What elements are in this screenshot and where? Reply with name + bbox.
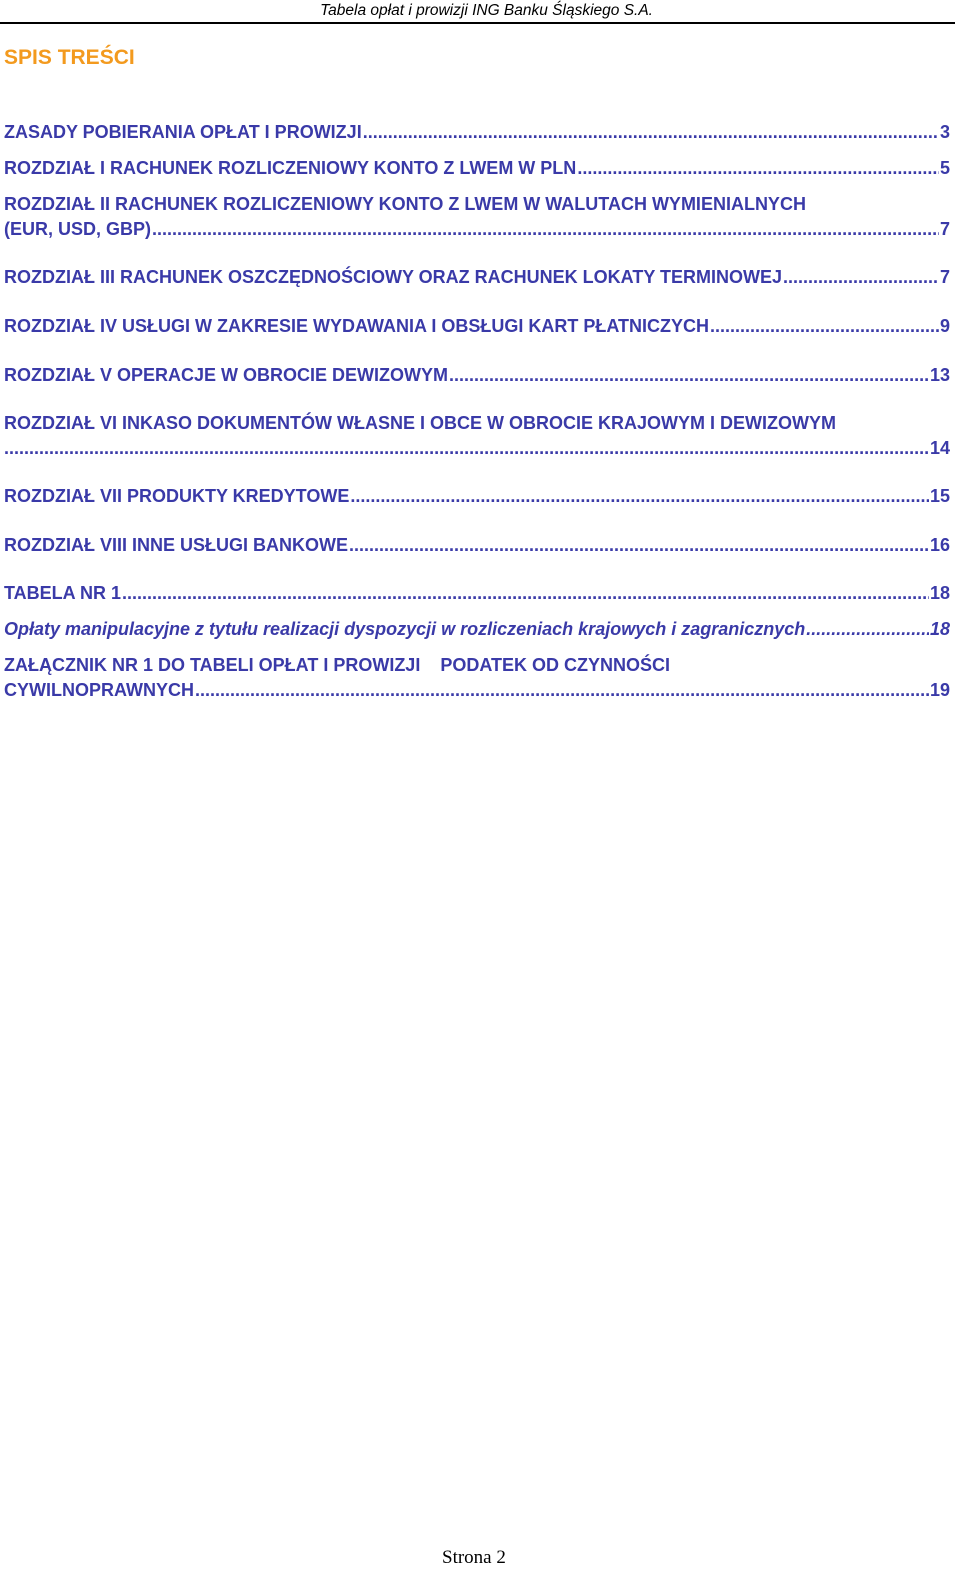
toc-entry-rozdzial-4[interactable]: [4, 315, 950, 337]
toc-entry-page: 15: [929, 486, 950, 506]
toc-entry-text: TABELA NR 1: [4, 583, 121, 603]
toc-dot-leader: [806, 618, 929, 640]
toc-entry-page: 13: [929, 365, 950, 385]
toc-entry-rozdzial-8[interactable]: [4, 534, 950, 556]
toc-entry-page: 14: [929, 438, 950, 458]
toc-entry-page: 5: [939, 158, 950, 178]
toc-entry-page: 18: [929, 583, 950, 603]
toc-title: SPIS TREŚCI: [4, 46, 135, 69]
toc-entry-page: 16: [929, 535, 950, 555]
toc-dot-leader: [4, 437, 929, 459]
toc-entry-rozdzial-3[interactable]: [4, 266, 950, 288]
toc-entry-text: ROZDZIAŁ III RACHUNEK OSZCZĘDNOŚCIOWY ORAZ RACHUNEK LOKATY TERMINOWEJ: [4, 267, 782, 287]
toc-dot-leader: [577, 157, 939, 179]
toc-entry-rozdzial-1[interactable]: [4, 157, 950, 179]
page-number: Strona 2: [442, 1547, 506, 1568]
toc-entry-page: 7: [939, 267, 950, 287]
toc-dot-leader: [363, 121, 939, 143]
toc-entry-rozdzial-2[interactable]: [4, 193, 950, 240]
toc-entry-zalacznik-1[interactable]: [4, 654, 950, 701]
toc-entry-text: ZAŁĄCZNIK NR 1 DO TABELI OPŁAT I PROWIZJI PODATEK OD CZYNNOŚCI: [4, 655, 670, 675]
toc-dot-leader: [449, 364, 929, 386]
toc-entry-text-continued: (EUR, USD, GBP): [4, 219, 152, 239]
toc-entry-oplaty-manipulacyjne[interactable]: [4, 618, 950, 640]
toc-dot-leader: [122, 582, 929, 604]
toc-entry-rozdzial-6[interactable]: [4, 412, 950, 459]
toc-dot-leader: [783, 266, 939, 288]
toc-entry-text: ROZDZIAŁ II RACHUNEK ROZLICZENIOWY KONTO Z LWEM W WALUTACH WYMIENIALNYCH: [4, 194, 806, 214]
toc-entry-page: 18: [929, 619, 950, 639]
toc-entry-text: ROZDZIAŁ VIII INNE USŁUGI BANKOWE: [4, 535, 348, 555]
toc-entry-rozdzial-7[interactable]: [4, 485, 950, 507]
running-header: [0, 0, 955, 24]
toc-entry-text: ROZDZIAŁ I RACHUNEK ROZLICZENIOWY KONTO Z LWEM W PLN: [4, 158, 577, 178]
toc-entry-text: ROZDZIAŁ IV USŁUGI W ZAKRESIE WYDAWANIA I OBSŁUGI KART PŁATNICZYCH: [4, 316, 709, 336]
toc-dot-leader: [152, 218, 939, 240]
toc-dot-leader: [349, 534, 929, 556]
toc-entry-rozdzial-5[interactable]: [4, 364, 950, 386]
toc-entry-page: 9: [939, 316, 950, 336]
toc-entry-tabela-1[interactable]: [4, 582, 950, 604]
toc-entry-text: ZASADY POBIERANIA OPŁAT I PROWIZJI: [4, 122, 362, 142]
toc-entry-text: Opłaty manipulacyjne z tytułu realizacji dyspozycji w rozliczeniach krajowych i zagranicznych: [4, 619, 806, 639]
toc-dot-leader: [710, 315, 939, 337]
toc-dot-leader: [350, 485, 929, 507]
running-header-title: Tabela opłat i prowizji ING Banku Śląskiego S.A.: [320, 2, 653, 19]
toc-entry-text: ROZDZIAŁ VII PRODUKTY KREDYTOWE: [4, 486, 350, 506]
toc-entry-text-continued: CYWILNOPRAWNYCH: [4, 680, 194, 700]
toc-dot-leader: [195, 679, 929, 701]
toc-entry-page: 3: [939, 122, 950, 142]
toc-entry-zasady[interactable]: [4, 121, 950, 143]
toc-entry-page: 19: [929, 680, 950, 700]
toc-entry-text: ROZDZIAŁ VI INKASO DOKUMENTÓW WŁASNE I OBCE W OBROCIE KRAJOWYM I DEWIZOWYM: [4, 413, 836, 433]
toc-entry-text: ROZDZIAŁ V OPERACJE W OBROCIE DEWIZOWYM: [4, 365, 448, 385]
toc-entry-page: 7: [939, 219, 950, 239]
